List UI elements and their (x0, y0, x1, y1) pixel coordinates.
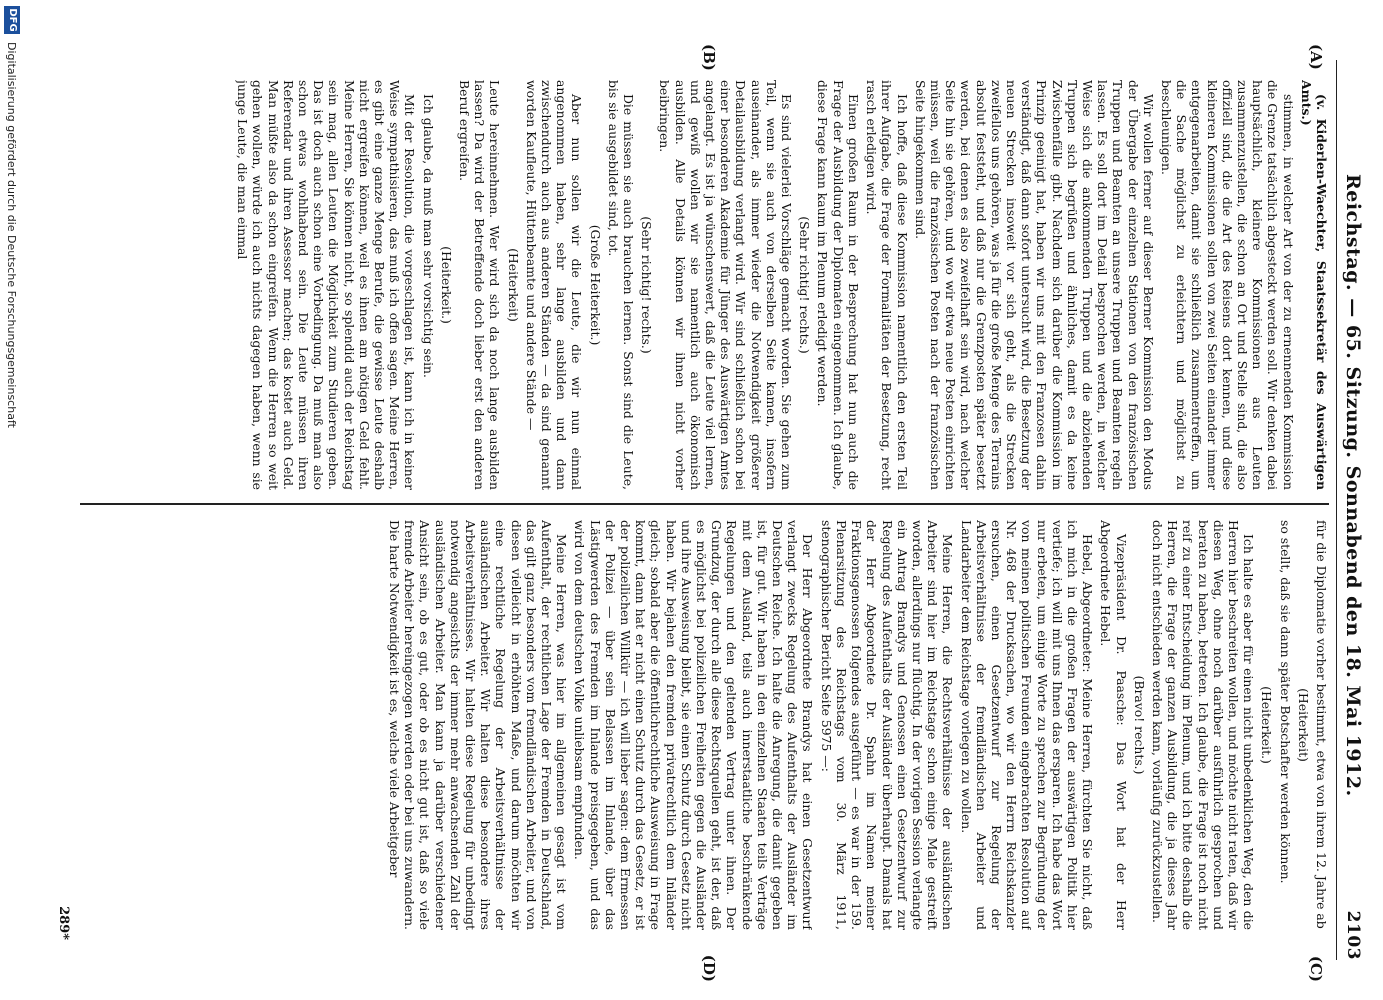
paragraph: Einen großen Raum in der Besprechung hat nun auch die Frage der Ausbildung der Diplomaten eingenommen. Ich glaube, diese Frage kann kaum im Plenum erledigt werden. (815, 80, 861, 490)
paragraph: Der Herr Abgeordnete Brandys hat einen Gesetzentwurf verlangt zwecks Regelung des Aufenthalts der Ausländer im Deutschen Reiche. Ich halte die Anregung, die damit gegeben ist, für gut. Wir haben in den einzelnen Staaten teils Verträge mit dem Ausland, teils auch innerstaatliche beschränkende Regelungen und den geltenden Vertrag unter ihnen. Der Grundzug, der durch alle diese Rechtsquellen geht, ist der, daß es möglichst bei polizeilichen Freiheiten gegen die Ausländer und ihre Ausweisung bleibt, sie einen Schutz durch Gesetz nicht haben. Wir bejahen den fremden privatrechtlich dem Inländer gleich; sobald aber die öffentlichrechtliche Ausweisung in Frage kommt, dann hat er nicht einen Schutz durch das Gesetz, er ist der polizeilichen Willkür — ich will lieber sagen: dem Ermessen der Polizei — über sein Belassen im Inlande, über das Lästigwerden des Fremden im Inlande preisgegeben, und das wird von dem deutschen Volke unliebsam empfunden. (572, 520, 816, 930)
paragraph: Ich hoffe, daß diese Kommission namentlich den ersten Teil ihrer Aufgabe, die Frage der Formalitäten der Besetzung, recht rasch erledigen wird. (864, 80, 910, 490)
digitization-credit-strip (0, 0, 24, 1000)
paragraph: Leute hereinnehmen. Wer wird sich da noch lange ausbilden lassen? Da wird der Betreffende doch lieber erst den anderen Beruf ergreifen. (457, 80, 503, 490)
margin-mark-c: (C) (1307, 955, 1325, 982)
margin-mark-d: (D) (700, 954, 718, 982)
paragraph: Vizepräsident Dr. Paasche: Das Wort hat der Herr Abgeordnete Hebel. (1098, 520, 1129, 930)
paragraph: Hebel, Abgeordneter: Meine Herren, fürchten Sie nicht, daß ich mich in die großen Fragen der auswärtigen Politik hier vertiefe; ich will mit uns Ihnen das ersparen. Ich habe das Wort nur erbeten, um einige Worte zu sprechen zur Begründung der von meinen politischen Freunden eingebrachten Resolution auf Nr. 468 der Drucksachen, wo wir den Herrn Reichskanzler ersuchen, einen Gesetzentwurf zur Regelung der Arbeitsverhältnisse der fremdländischen Arbeiter und Landarbeiter dem Reichstage vorlegen zu wollen. (958, 520, 1096, 930)
paragraph: (v. Kiderlen-Waechter, Staatssekretär des Auswärtigen Amts.) (1298, 80, 1329, 490)
margin-mark-a: (A) (1307, 44, 1325, 70)
sheet-number: 289* (56, 906, 71, 940)
page-number: 2103 (1343, 910, 1363, 960)
margin-mark-b: (B) (700, 44, 718, 71)
stage-direction: (Bravo! rechts.) (1131, 675, 1147, 775)
paragraph: Mit der Resolution, die vorgeschlagen ist, kann ich in keiner Weise sympathisieren, das muß ich offen sagen. Meine Herren, es gibt eine ganze Menge Berufe, die gewisse Leute deshalb nicht ergreifen können, weil es ihnen am nötigen Geld fehlt. Meine Herren, Sie können nicht, so splendid auch der Reichstag sein mag, allen Leuten die Möglichkeit zum Studieren geben. Das ist doch auch schon eine Vorbedingung. Da muß man also schon etwas wohlhabend sein. Die Leute müssen ihren Referendar und ihren Assessor machen; das kostet auch Geld. Man müßte also da schon eingreifen. Wenn die Herren so weit gehen wollen, würde ich auch nichts dagegen haben, wenn sie junge Leute, die man einmal (235, 80, 418, 490)
stage-direction: (Sehr richtig! rechts.) (639, 216, 655, 354)
dfg-logo: DFG (4, 6, 20, 34)
column-divider (80, 503, 1329, 505)
stage-direction: (Große Heiterkeit.) (587, 224, 603, 346)
stage-direction: (Heiterkeit) (1295, 688, 1311, 762)
paragraph: Es sind vielerlei Vorschläge gemacht worden. Sie gehen zum Teil, wenn sie auch von derselben Seite kamen, insofern auseinander, als immer wieder die Notwendigkeit größerer Detailausbildung verlangt wird. Wir sind schließlich schon bei einer besonderen Akademie für Jünger des Auswärtigen Amtes angelangt. Es ist ja wünschenswert, daß die Leute viel lernen, und gewiß wollen wir sie namentlich auch ökonomisch ausbilden. Alle Details können wir ihnen nicht vorher beibringen. (657, 80, 795, 490)
digitization-credit-text: Digitalisierung gefördert durch die Deutsche Forschungsgemeinschaft (5, 42, 19, 428)
paragraph: Meine Herren, die Rechtsverhältnisse der ausländischen Arbeiter sind hier im Reichstage schon einige Male gestreift worden, allerdings nur flüchtig. In der vorigen Session verlangte ein Antrag Brandys und Genossen einen Gesetzentwurf zur Regelung des Aufenthalts der Ausländer überhaupt. Damals hat der Herr Abgeordnete Dr. Spahn im Namen meiner Fraktionsgenossen folgendes ausgeführt — es war in der 159. Plenarsitzung des Reichstags vom 30. März 1911, stenographischer Bericht Seite 5975 —: (818, 520, 956, 930)
stage-direction: (Heiterkeit.) (1259, 686, 1275, 764)
page-header (1339, 60, 1367, 960)
paragraph: so stellt, daß sie dann später Botschafter werden können. (1277, 520, 1293, 884)
stage-direction: (Heiterkeit) (505, 248, 521, 322)
paragraph: Wir wollen ferner auf dieser Berner Kommission den Modus der Übergabe der einzelnen Stationen von den französischen Truppen und Beamten an unsere Truppen und Beamten regeln lassen. Es soll dort im Detail besprochen werden, in welcher Weise sich die ankommenden Truppen und die abziehenden Truppen sich begrüßen und ähnliches, damit es da keine Zwischenfälle gibt. Nachdem sich darüber die Kommission im Prinzip geeinigt hat, haben wir uns mit den Franzosen dahin verständigt, daß dann sofort untersucht wird, die Besetzung der neuen Strecken insoweit vor sich geht, als die Strecken zweifellos uns gehören, was ja für die große Menge des Terrains absolut feststeht, und daß nur die Grenzposten später besetzt werden, bei denen es also zweifelhaft sein wird, nach welcher Seite hin sie gehören, und wo wir etwa neue Posten einrichten müssen, weil die französischen Posten nach der französischen Seite hingekommen sind. (912, 80, 1156, 490)
paragraph: Aber nun sollen wir die Leute, die wir nun einmal angenommen haben, sehr lange ausbilden und dann zwischendurch auch aus anderen Ständen — da sind genannt worden Kaufleute, Hüttenbeamte und andere Stände — (523, 80, 585, 490)
paragraph: Die müssen sie auch brauchen lernen. Sonst sind die Leute, bis sie ausgebildet sind, tot. (605, 80, 637, 490)
stage-direction: (Heiterkeit.) (438, 246, 454, 324)
right-text-column (80, 520, 1329, 930)
paragraph: stimmen, in welcher Art von der zu ernennenden Kommission die Grenze tatsächlich abgesteckt werden soll. Wir denken dabei hauptsächlich, kleinere Kommissionen aus Leuten zusammenzustellen, die schon an Ort und Stelle sind, die also offiziell sind, die die Art des Reisens dort kennen, und diese kleineren Kommissionen sollen von zwei Seiten einander immer entgegenarbeiten, damit sie schließlich zusammentreffen, um die Sache möglichst zu erleichtern und möglichst zu beschleunigen. (1158, 80, 1296, 490)
left-text-column (80, 80, 1329, 490)
header-rule (1336, 60, 1337, 960)
paragraph: für die Diplomatie vorher bestimmt, etwa von ihrem 12. Jahre ab (1314, 520, 1329, 929)
paragraph: Ich glaube, da muß man sehr vorsichtig sein. (420, 94, 436, 378)
paragraph: Ich halte es aber für einen nicht unbedenklichen Weg, den die Herren hier beschreiten wollen, und möchte nicht raten, daß wir diesen Weg, ohne noch darüber ausführlich gesprochen und beraten zu haben, betreten. Ich glaube, die Frage ist noch nicht reif zu einer Entscheidung im Plenum, und ich bitte deshalb die Herren, die Frage der ganzen Ausbildung, die ja dieses Jahr doch nicht entschieden werden kann, vorläufig zurückzustellen. (1149, 520, 1257, 930)
stage-direction: (Sehr richtig! rechts.) (797, 216, 813, 354)
page-header-title: Reichstag. — 65. Sitzung. Sonnabend den 18. Mai 1912. (1342, 173, 1364, 797)
paragraph: Meine Herren, was hier im allgemeinen gesagt ist vom Aufenthalt, der rechtlichen Lage der Fremden in Deutschland, das gilt ganz besonders vom fremdländischen Arbeiter, und von diesen vielleicht in erhöhtem Maße, und darum möchten wir eine rechtliche Regelung der Arbeitsverhältnisse der ausländischen Arbeiter. Wir halten diese besondere ihres Arbeitsverhältnisses. Wir halten diese Regelung für unbedingt notwendig angesichts der immer mehr anwachsenden Zahl der ausländischen Arbeiter. Man kann ja darüber verschiedener Ansicht sein, ob es gut, oder ob es nicht gut ist, daß so viele fremde Arbeiter hereingezogen werden oder bei uns zuwandern. Die harte Notwendigkeit ist es, welche viele Arbeitgeber (387, 520, 570, 930)
